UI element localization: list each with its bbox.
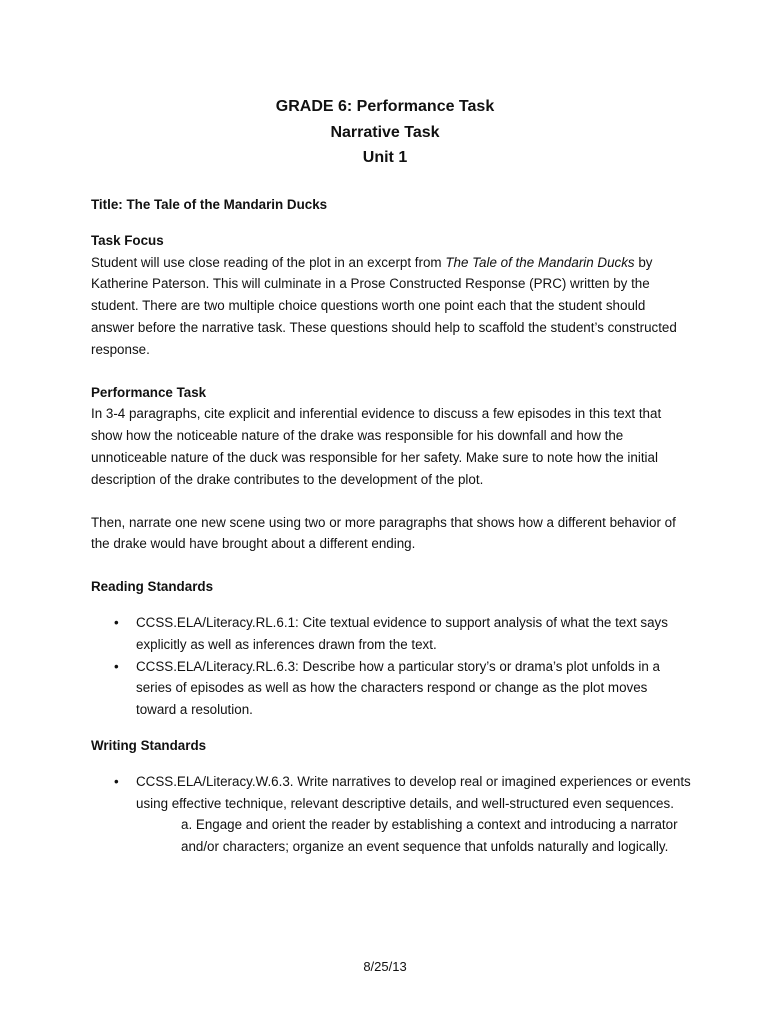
- performance-task-paragraph-1: In 3-4 paragraphs, cite explicit and inferential evidence to discuss a few episodes in this text that show how the noticeable nature of the drake was responsible for his downfall and how the unnoticeable nature of the duck was responsible for her safety. Make sure to note how the initial description of the drake contributes to the development of the plot.: [91, 406, 662, 487]
- performance-task-section: [91, 382, 691, 556]
- standard-text: CCSS.ELA/Literacy.RL.6.3: Describe how a particular story’s or drama’s plot unfolds in a series of episodes as well as how the characters respond or change as the plot moves toward a resolution.: [136, 658, 660, 718]
- reading-standards-section: [91, 576, 691, 721]
- list-item: [91, 771, 691, 815]
- header-task-type: Narrative Task: [330, 123, 440, 141]
- header-grade-line: GRADE 6: Performance Task: [275, 98, 495, 115]
- performance-task-paragraph-2: Then, narrate one new scene using two or more paragraphs that shows how a different behavior of the drake would have brought about a different ending.: [91, 514, 676, 552]
- task-focus-heading: Task Focus: [91, 232, 164, 248]
- task-focus-text: [91, 252, 691, 361]
- book-title: The Tale of the Mandarin Ducks: [445, 254, 635, 270]
- list-item: [91, 656, 691, 721]
- writing-standards-heading: Writing Standards: [91, 737, 207, 753]
- standard-text: CCSS.ELA/Literacy.W.6.3. Write narratives to develop real or imagined experiences or events using effective technique, relevant descriptive details, and well-structured even sequences.: [136, 773, 691, 811]
- document-title: Title: The Tale of the Mandarin Ducks: [91, 197, 328, 212]
- writing-standards-section: [91, 735, 691, 858]
- reading-standards-heading: Reading Standards: [91, 579, 214, 595]
- writing-standards-list: [91, 771, 691, 815]
- document-body: [91, 194, 691, 858]
- bullet-icon: •: [114, 614, 119, 630]
- task-focus-text-after: by Katherine Paterson. This will culminate in a Prose Constructed Response (PRC) written by the student. There are two multiple choice questions worth one point each that the student should answer before the narrative task. These questions should help to scaffold the student’s constructed response.: [91, 254, 677, 357]
- list-item: [91, 612, 691, 656]
- performance-task-heading: Performance Task: [91, 384, 207, 400]
- header-unit: Unit 1: [362, 149, 408, 166]
- footer-date: 8/25/13: [363, 959, 407, 974]
- task-focus-text-before: Student will use close reading of the plot in an excerpt from: [91, 254, 446, 270]
- task-focus-section: [91, 230, 691, 361]
- standard-text: CCSS.ELA/Literacy.RL.6.1: Cite textual evidence to support analysis of what the text says explicitly as well as inferences drawn from the text.: [136, 614, 668, 652]
- bullet-icon: •: [114, 658, 119, 674]
- document-header: [0, 94, 770, 171]
- reading-standards-list: [91, 612, 691, 721]
- writing-standard-sub-item: a. Engage and orient the reader by establishing a context and introducing a narrator and/or characters; organize an event sequence that unfolds naturally and logically.: [181, 817, 678, 855]
- bullet-icon: •: [114, 773, 119, 789]
